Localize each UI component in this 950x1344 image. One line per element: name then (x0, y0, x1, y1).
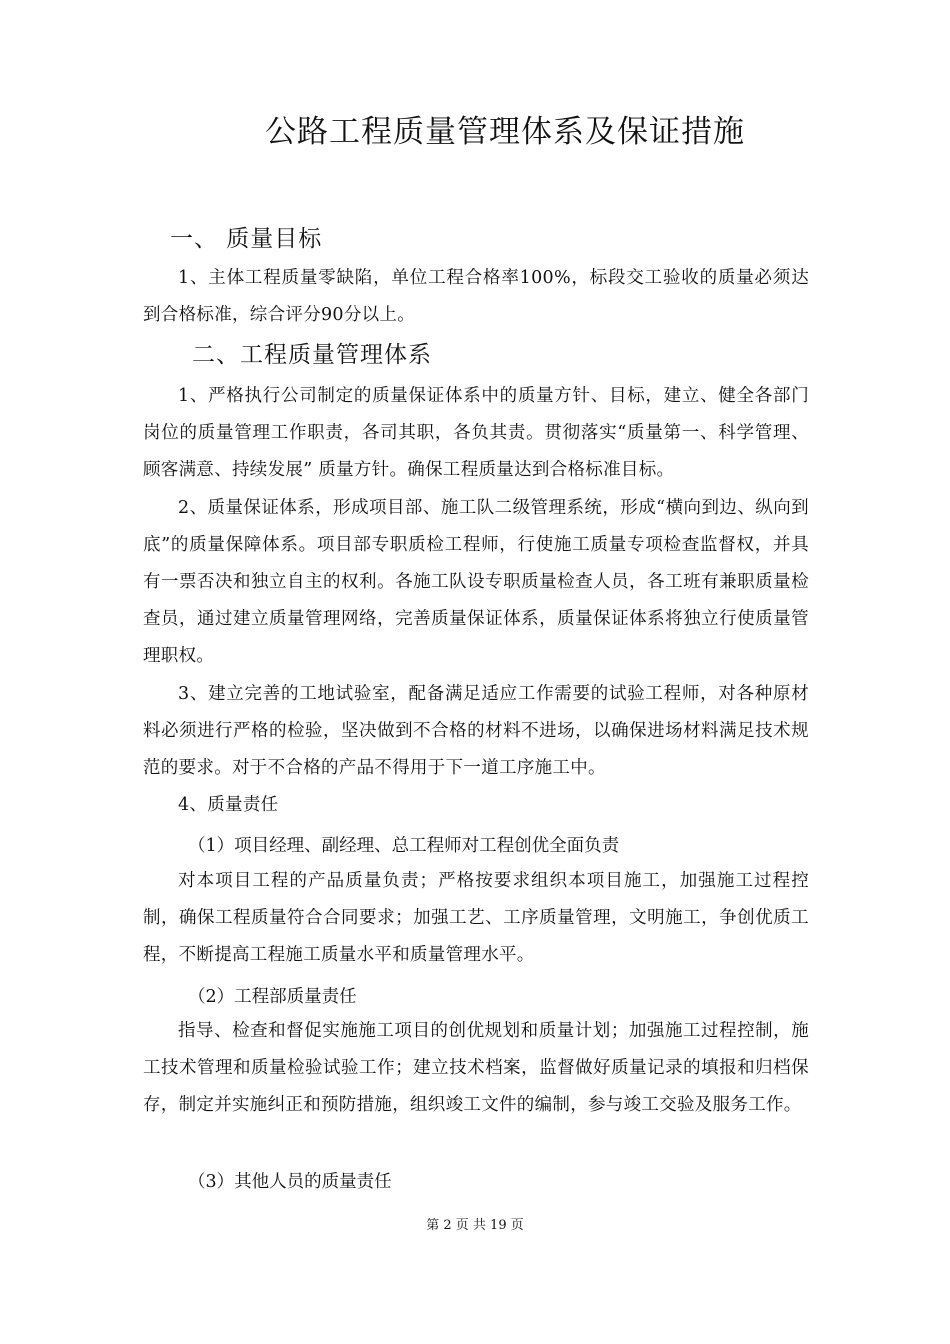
page-number-footer: 第 2 页 共 19 页 (426, 1218, 524, 1233)
paragraph-manager-responsibility: 对本项目工程的产品质量负责；严格按要求组织本项目施工，加强施工过程控制，确保工程质量符合合同要求；加强工艺、工序质量管理，文明施工，争创优质工程，不断提高工程施工质量水平和质量管理水平。 (143, 871, 809, 965)
document-title: 公路工程质量管理体系及保证措施 (265, 114, 745, 150)
subheading-other-staff: （3）其他人员的质量责任 (188, 1172, 392, 1192)
subheading-manager-responsibility: （1）项目经理、副经理、总工程师对工程创优全面负责 (188, 836, 620, 856)
section-heading-quality-system: 二、工程质量管理体系 (192, 342, 432, 368)
paragraph-system-3: 3、建立完善的工地试验室，配备满足适应工作需要的试验工程师，对各种原材料必须进行严格的检验，坚决做到不合格的材料不进场，以确保进场材料满足技术规范的要求。对于不合格的产品不得用于下一道工序施工中。 (143, 684, 809, 778)
paragraph-system-2: 2、质量保证体系，形成项目部、施工队二级管理系统，形成“横向到边、纵向到底”的质量保障体系。项目部专职质检工程师，行使施工质量专项检查监督权，并具有一票否决和独立自主的权利。各施工队设专职质量检查人员，各工班有兼职质量检查员，通过建立质量管理网络，完善质量保证体系，质量保证体系将独立行使质量管理职权。 (143, 498, 809, 666)
paragraph-quality-goal: 1、主体工程质量零缺陷，单位工程合格率100%，标段交工验收的质量必须达到合格标准，综合评分90分以上。 (143, 268, 809, 325)
paragraph-system-4: 4、质量责任 (178, 795, 279, 815)
subheading-engineering-dept: （2）工程部质量责任 (188, 987, 357, 1007)
paragraph-engineering-dept: 指导、检查和督促实施施工项目的创优规划和质量计划；加强施工过程控制，施工技术管理和质量检验试验工作；建立技术档案，监督做好质量记录的填报和归档保存，制定并实施纠正和预防措施，组织竣工文件的编制，参与竣工交验及服务工作。 (143, 1021, 809, 1115)
paragraph-system-1: 1、严格执行公司制定的质量保证体系中的质量方针、目标，建立、健全各部门岗位的质量管理工作职责，各司其职，各负其责。贯彻落实“质量第一、科学管理、顾客满意、持续发展” 质量方针。确保工程质量达到合格标准目标。 (143, 386, 809, 480)
section-heading-quality-goal: 一、 质量目标 (170, 226, 323, 252)
